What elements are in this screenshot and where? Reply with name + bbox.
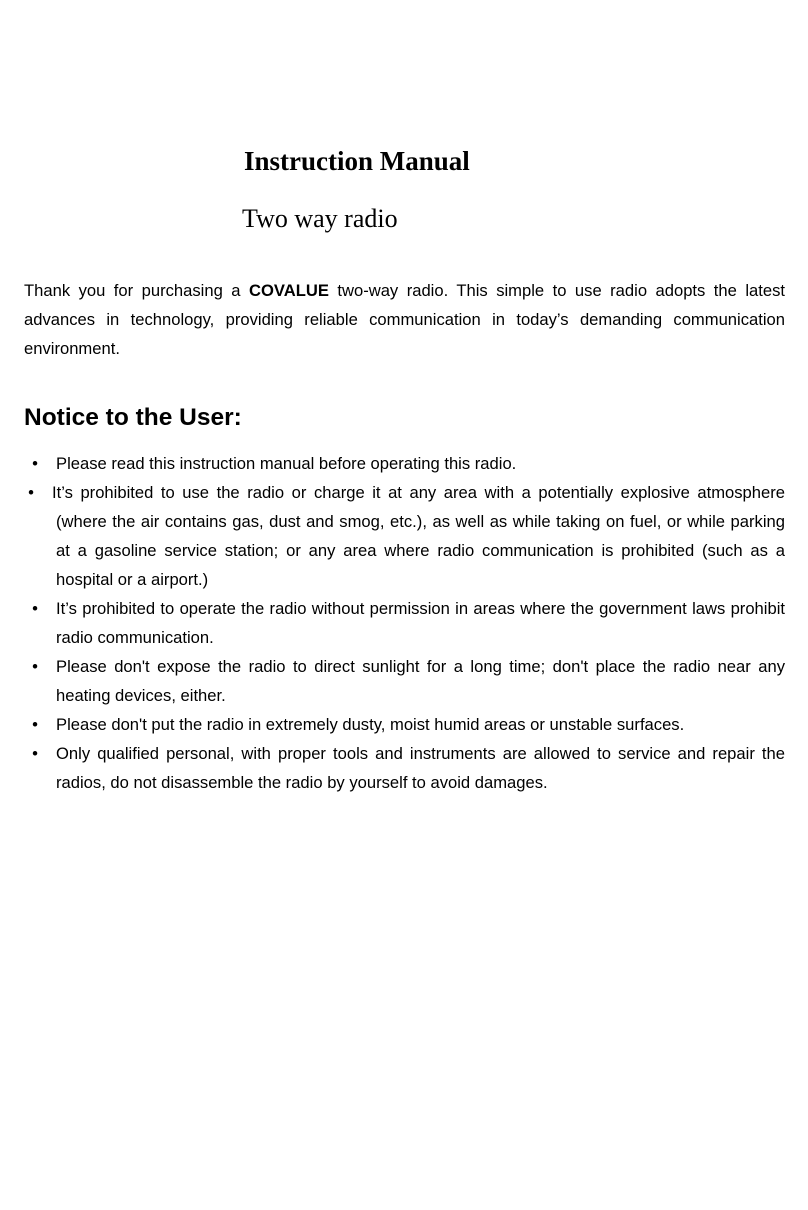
intro-text-start: Thank you for purchasing a (24, 281, 249, 300)
list-item (24, 739, 785, 797)
bullet-icon: • (28, 483, 34, 502)
list-item (24, 478, 785, 594)
intro-text-end: two-way radio. This simple to use radio adopts the latest advances in technology, providing reliable communication in today’s demanding communication environment. (24, 281, 785, 358)
bullet-icon: • (32, 715, 38, 734)
bullet-icon: • (32, 657, 38, 676)
bullet-icon: • (32, 599, 38, 618)
notice-list (24, 449, 785, 797)
list-item-text: Please don't expose the radio to direct sunlight for a long time; don't place the radio near any heating devices, either. (56, 657, 785, 705)
list-item (24, 710, 785, 739)
list-item-text: Please don't put the radio in extremely dusty, moist humid areas or unstable surfaces. (56, 715, 685, 734)
bullet-icon: • (32, 454, 38, 473)
list-item (24, 449, 785, 478)
list-item-text: Only qualified personal, with proper tools and instruments are allowed to service and repair the radios, do not disassemble the radio by yourself to avoid damages. (56, 744, 785, 792)
list-item (24, 652, 785, 710)
list-item-text: It’s prohibited to use the radio or charge it at any area with a potentially explosive atmosphere (where the air contains gas, dust and smog, etc.), as well as while taking on fuel, or while parking at a gasoline service station; or any area where radio communication is prohibited (such as a hospital or a airport.) (52, 483, 785, 589)
list-item (24, 594, 785, 652)
document-subtitle: Two way radio (242, 204, 398, 233)
document-title: Instruction Manual (244, 146, 470, 176)
list-item-text: Please read this instruction manual before operating this radio. (56, 454, 517, 473)
intro-paragraph (24, 276, 785, 363)
brand-name: COVALUE (249, 281, 329, 300)
bullet-icon: • (32, 744, 38, 763)
list-item-text: It’s prohibited to operate the radio without permission in areas where the government laws prohibit radio communication. (56, 599, 785, 647)
notice-heading: Notice to the User: (24, 404, 242, 431)
